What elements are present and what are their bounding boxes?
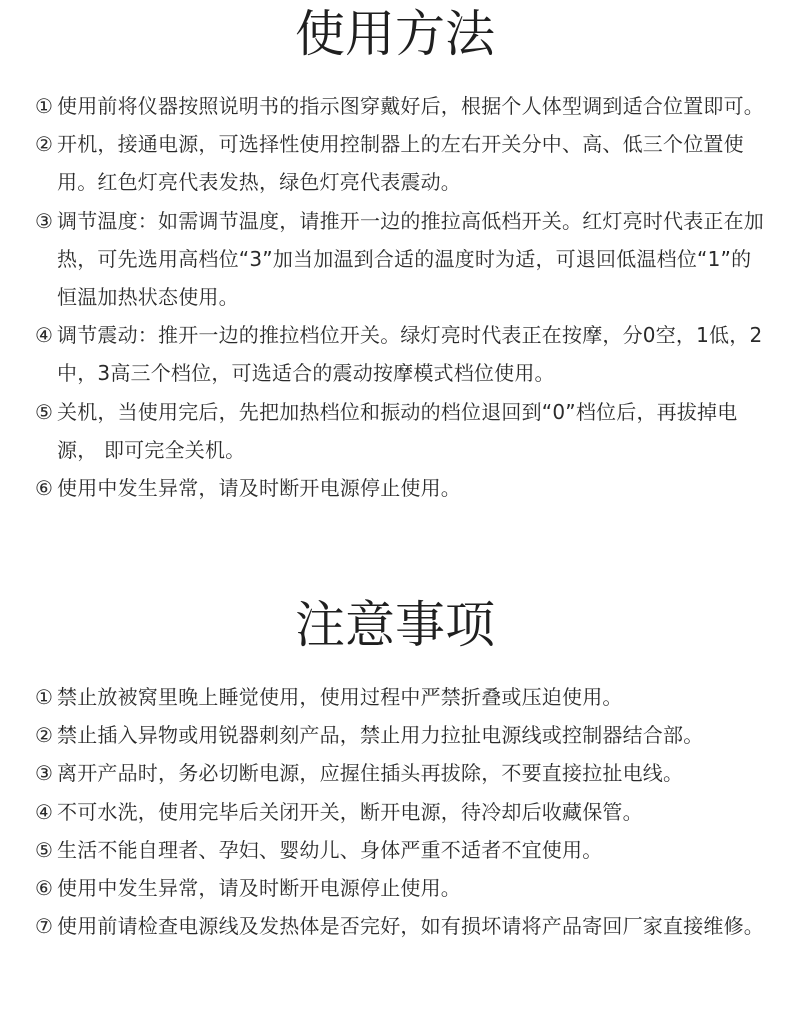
item-text: 使用前请检查电源线及发热体是否完好，如有损坏请将产品寄回厂家直接维修。	[57, 914, 764, 939]
item-number: ②	[35, 723, 54, 748]
item-text: 禁止插入异物或用锐器刺刻产品，禁止用力拉扯电源线或控制器结合部。	[57, 723, 704, 748]
item-number: ②	[35, 132, 54, 157]
item-number: ④	[35, 799, 54, 824]
usage-step-item-3	[35, 202, 770, 317]
usage-instructions-list	[35, 87, 770, 507]
item-number: ⑤	[35, 837, 54, 862]
precaution-item-4	[35, 793, 770, 831]
item-text: 调节震动：推开一边的推拉档位开关。绿灯亮时代表正在按摩，分0空，1低，2中，3高三个档位，可选适合的震动按摩模式档位使用。	[57, 323, 763, 386]
item-number: ⑤	[35, 399, 54, 424]
usage-step-item-6	[35, 469, 770, 507]
precaution-item-6	[35, 869, 770, 907]
item-text: 调节温度：如需调节温度，请推开一边的推拉高低档开关。红灯亮时代表正在加热，可先选用高档位“3”加当加温到合适的温度时为适，可退回低温档位“1”的恒温加热状态使用。	[57, 208, 764, 310]
notes-section-title: 注意事项	[295, 596, 495, 654]
item-text: 使用中发生异常，请及时断开电源停止使用。	[57, 476, 461, 501]
item-number: ⑦	[35, 914, 54, 939]
precaution-item-7	[35, 907, 770, 945]
item-text: 使用中发生异常，请及时断开电源停止使用。	[57, 876, 461, 901]
precaution-item-1	[35, 678, 770, 716]
item-number: ①	[35, 685, 54, 709]
item-text: 离开产品时，务必切断电源，应握住插头再拔除，不要直接拉扯电线。	[57, 761, 684, 786]
item-text: 开机，接通电源，可选择性使用控制器上的左右开关分中、高、低三个位置使用。红色灯亮代表发热，绿色灯亮代表震动。	[57, 132, 744, 195]
item-number: ③	[35, 761, 54, 786]
item-number: ①	[35, 94, 54, 118]
item-text: 禁止放被窝里晚上睡觉使用，使用过程中严禁折叠或压迫使用。	[57, 685, 623, 709]
item-text: 关机，当使用完后，先把加热档位和振动的档位退回到“0”档位后，再拔掉电源， 即可完全关机。	[57, 399, 738, 462]
item-number: ⑥	[35, 876, 54, 901]
item-text: 使用前将仪器按照说明书的指示图穿戴好后，根据个人体型调到适合位置即可。	[57, 94, 764, 118]
precaution-item-2	[35, 716, 770, 754]
precautions-list	[35, 678, 770, 945]
usage-step-item-1	[35, 87, 770, 125]
precaution-item-3	[35, 754, 770, 792]
item-number: ③	[35, 208, 54, 233]
item-number: ④	[35, 323, 54, 348]
item-number: ⑥	[35, 476, 54, 501]
usage-section-title: 使用方法	[295, 5, 495, 63]
precaution-item-5	[35, 831, 770, 869]
usage-step-item-5	[35, 393, 770, 469]
item-text: 不可水洗，使用完毕后关闭开关，断开电源，待冷却后收藏保管。	[57, 799, 643, 824]
usage-step-item-2	[35, 125, 770, 201]
usage-step-item-4	[35, 316, 770, 392]
item-text: 生活不能自理者、孕妇、婴幼儿、身体严重不适者不宜使用。	[57, 837, 603, 862]
